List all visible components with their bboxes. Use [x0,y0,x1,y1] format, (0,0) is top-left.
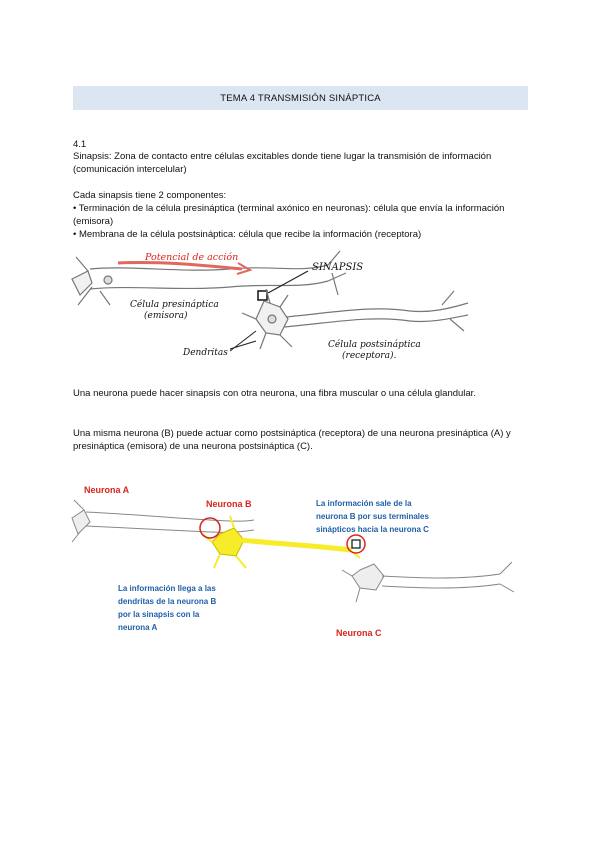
presynaptic-label-2: (emisora) [144,311,188,321]
presynaptic-label-1: Célula presináptica [130,300,219,310]
synapse-label: SINAPSIS [312,262,364,273]
neuron-b-label: Neurona B [206,499,252,509]
neuron-b-shape [202,516,360,568]
info-out-line-2: neurona B por sus terminales [316,512,429,521]
postsynaptic-label-1: Célula postsináptica [328,340,421,350]
postsynaptic-label-2: (receptora). [342,351,397,361]
info-out-line-3: sinápticos hacia la neurona C [316,525,429,534]
synapse-a-b-circle [200,518,220,538]
info-out-line-1: La información sale de la [316,499,412,508]
page-title-bar [73,86,528,110]
component-presynaptic: • Terminación de la célula presináptica (terminal axónico en neuronas): célula que envía la información (emisora) [73,203,505,227]
synapse-definition: Sinapsis: Zona de contacto entre células excitables donde tiene lugar la transmisión de información (comunicación intercelular) [73,151,492,175]
synapse-b-c-box [352,540,360,548]
info-in-line-4: neurona A [118,623,158,632]
synapse-box [258,291,267,300]
neuron-b-paragraph: Una misma neurona (B) puede actuar como postsináptica (receptora) de una neurona presináptica (A) y presináptica (emisora) de una neurona postsináptica (C). [73,428,511,452]
neuron-a-label: Neurona A [84,485,130,495]
synapse-diagram [70,243,470,373]
neuron-c-shape [342,562,514,602]
component-postsynaptic: • Membrana de la célula postsináptica: célula que recibe la información (receptora) [73,229,422,240]
info-in-line-3: por la sinapsis con la [118,610,200,619]
neuron-chain-diagram [70,478,540,643]
info-in-line-1: La información llega a las [118,584,216,593]
info-in-line-2: dendritas de la neurona B [118,597,217,606]
components-intro: Cada sinapsis tiene 2 componentes: [73,190,227,201]
dendrites-label: Dendritas [183,348,228,358]
neuron-c-label: Neurona C [336,628,382,638]
page-title: TEMA 4 TRANSMISIÓN SINÁPTICA [220,92,381,104]
action-potential-label: Potencial de acción [145,252,239,263]
synapse-targets-paragraph: Una neurona puede hacer sinapsis con otra neurona, una fibra muscular o una célula glandular. [73,388,476,399]
section-number: 4.1 [73,139,87,150]
